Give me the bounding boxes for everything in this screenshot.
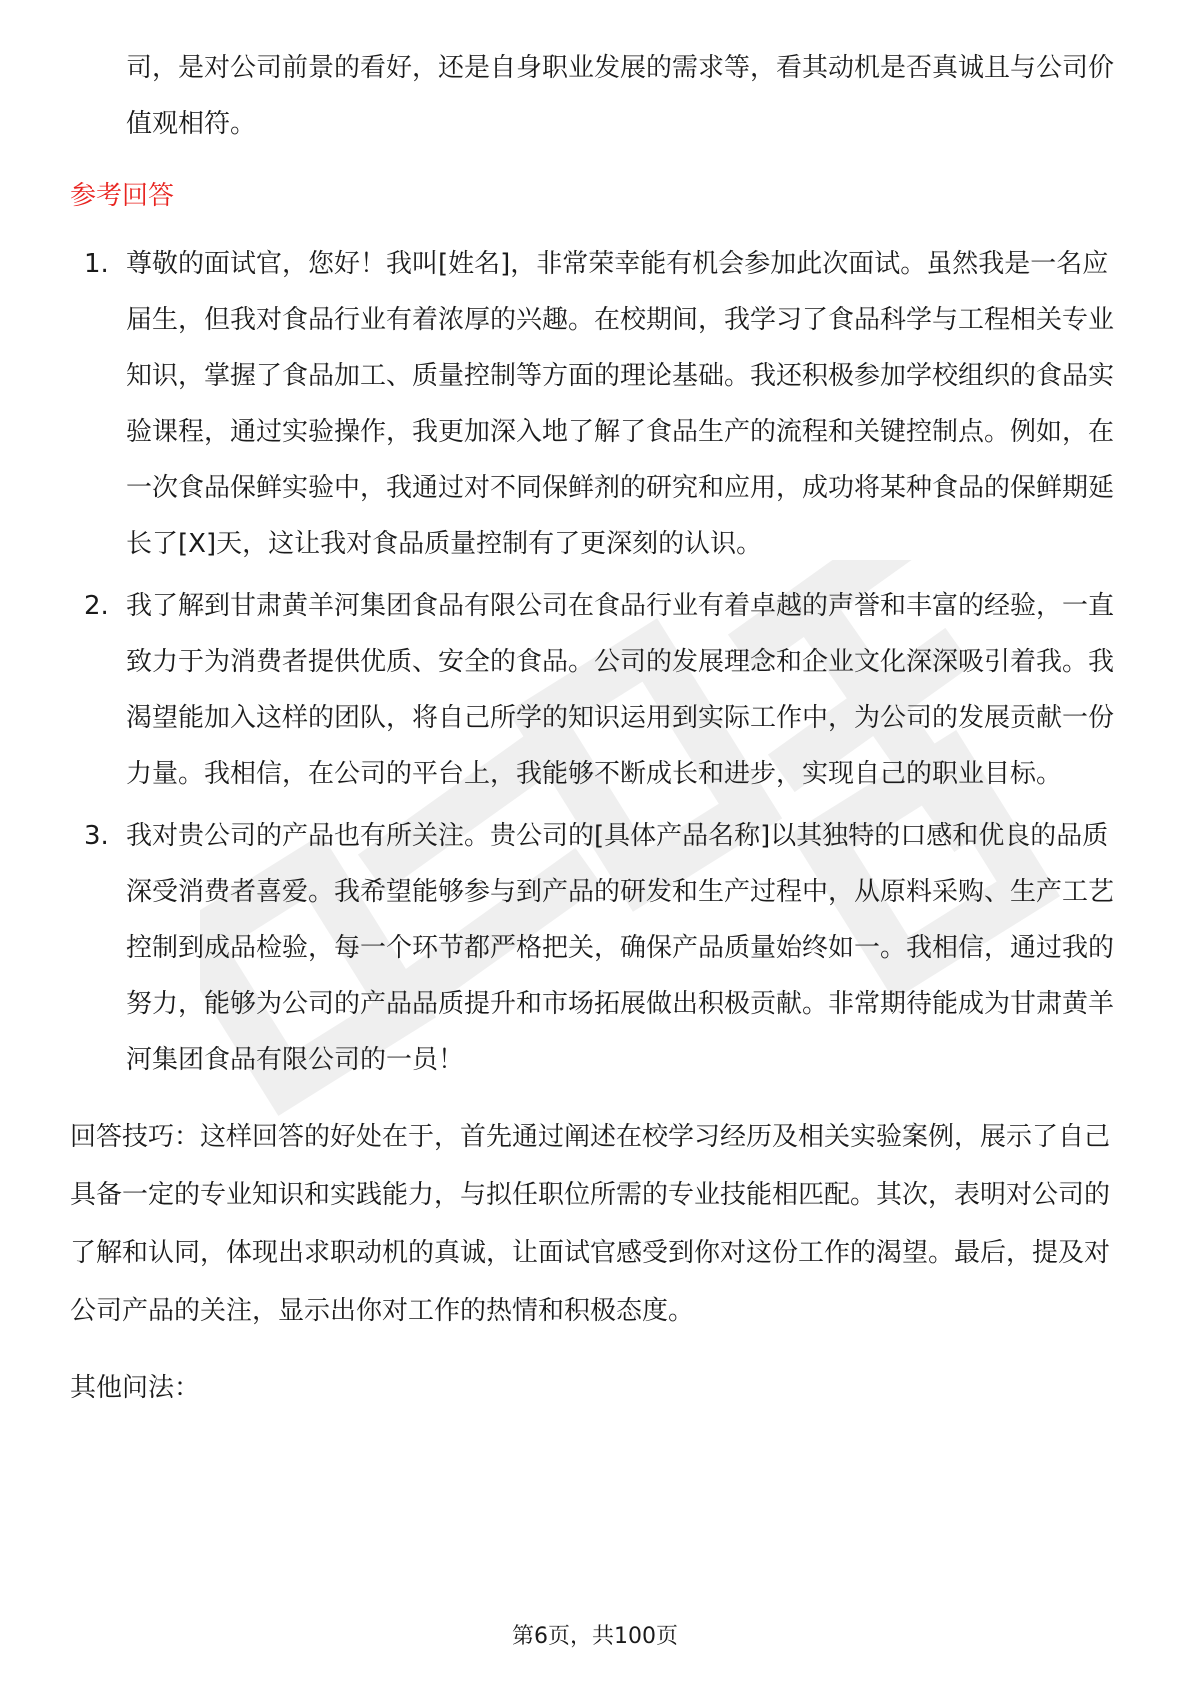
other-questions-label: 其他问法： — [70, 1373, 201, 1403]
answer-text: 我了解到甘肃黄羊河集团食品有限公司在食品行业有着卓越的声誉和丰富的经验，一直致力于为消费者提供优质、安全的食品。公司的发展理念和企业文化深深吸引着我。我渴望能加入这样的团队，将自己所学的知识运用到实际工作中，为公司的发展贡献一份力量。我相信，在公司的平台上，我能够不断成长和进步，实现自己的职业目标。 — [126, 591, 1115, 789]
answer-list — [70, 236, 1120, 1088]
page-footer: 第6页，共100页 — [512, 1624, 678, 1649]
section-heading-reference-answer: 参考回答 — [70, 181, 175, 211]
answer-item-3 — [70, 808, 1120, 1088]
answer-number: 1. — [84, 249, 109, 279]
answer-number: 3. — [84, 821, 109, 851]
answer-tips-paragraph: 回答技巧：这样回答的好处在于，首先通过阐述在校学习经历及相关实验案例，展示了自己具备一定的专业知识和实践能力，与拟任职位所需的专业技能相匹配。其次，表明对公司的了解和认同，体现出求职动机的真诚，让面试官感受到你对这份工作的渴望。最后，提及对公司产品的关注，显示出你对工作的热情和积极态度。 — [70, 1122, 1111, 1326]
answer-item-2 — [70, 578, 1120, 802]
intro-paragraph: 司，是对公司前景的看好，还是自身职业发展的需求等，看其动机是否真诚且与公司价值观相符。 — [126, 53, 1115, 139]
answer-text: 尊敬的面试官，您好！我叫[姓名]，非常荣幸能有机会参加此次面试。虽然我是一名应届生，但我对食品行业有着浓厚的兴趣。在校期间，我学习了食品科学与工程相关专业知识，掌握了食品加工、质量控制等方面的理论基础。我还积极参加学校组织的食品实验课程，通过实验操作，我更加深入地了解了食品生产的流程和关键控制点。例如，在一次食品保鲜实验中，我通过对不同保鲜剂的研究和应用，成功将某种食品的保鲜期延长了[X]天，这让我对食品质量控制有了更深刻的认识。 — [126, 249, 1115, 559]
answer-item-1 — [70, 236, 1120, 572]
document-body — [70, 40, 1120, 1416]
answer-number: 2. — [84, 591, 109, 621]
answer-text: 我对贵公司的产品也有所关注。贵公司的[具体产品名称]以其独特的口感和优良的品质深受消费者喜爱。我希望能够参与到产品的研发和生产过程中，从原料采购、生产工艺控制到成品检验，每一个环节都严格把关，确保产品质量始终如一。我相信，通过我的努力，能够为公司的产品品质提升和市场拓展做出积极贡献。非常期待能成为甘肃黄羊河集团食品有限公司的一员！ — [126, 821, 1115, 1075]
